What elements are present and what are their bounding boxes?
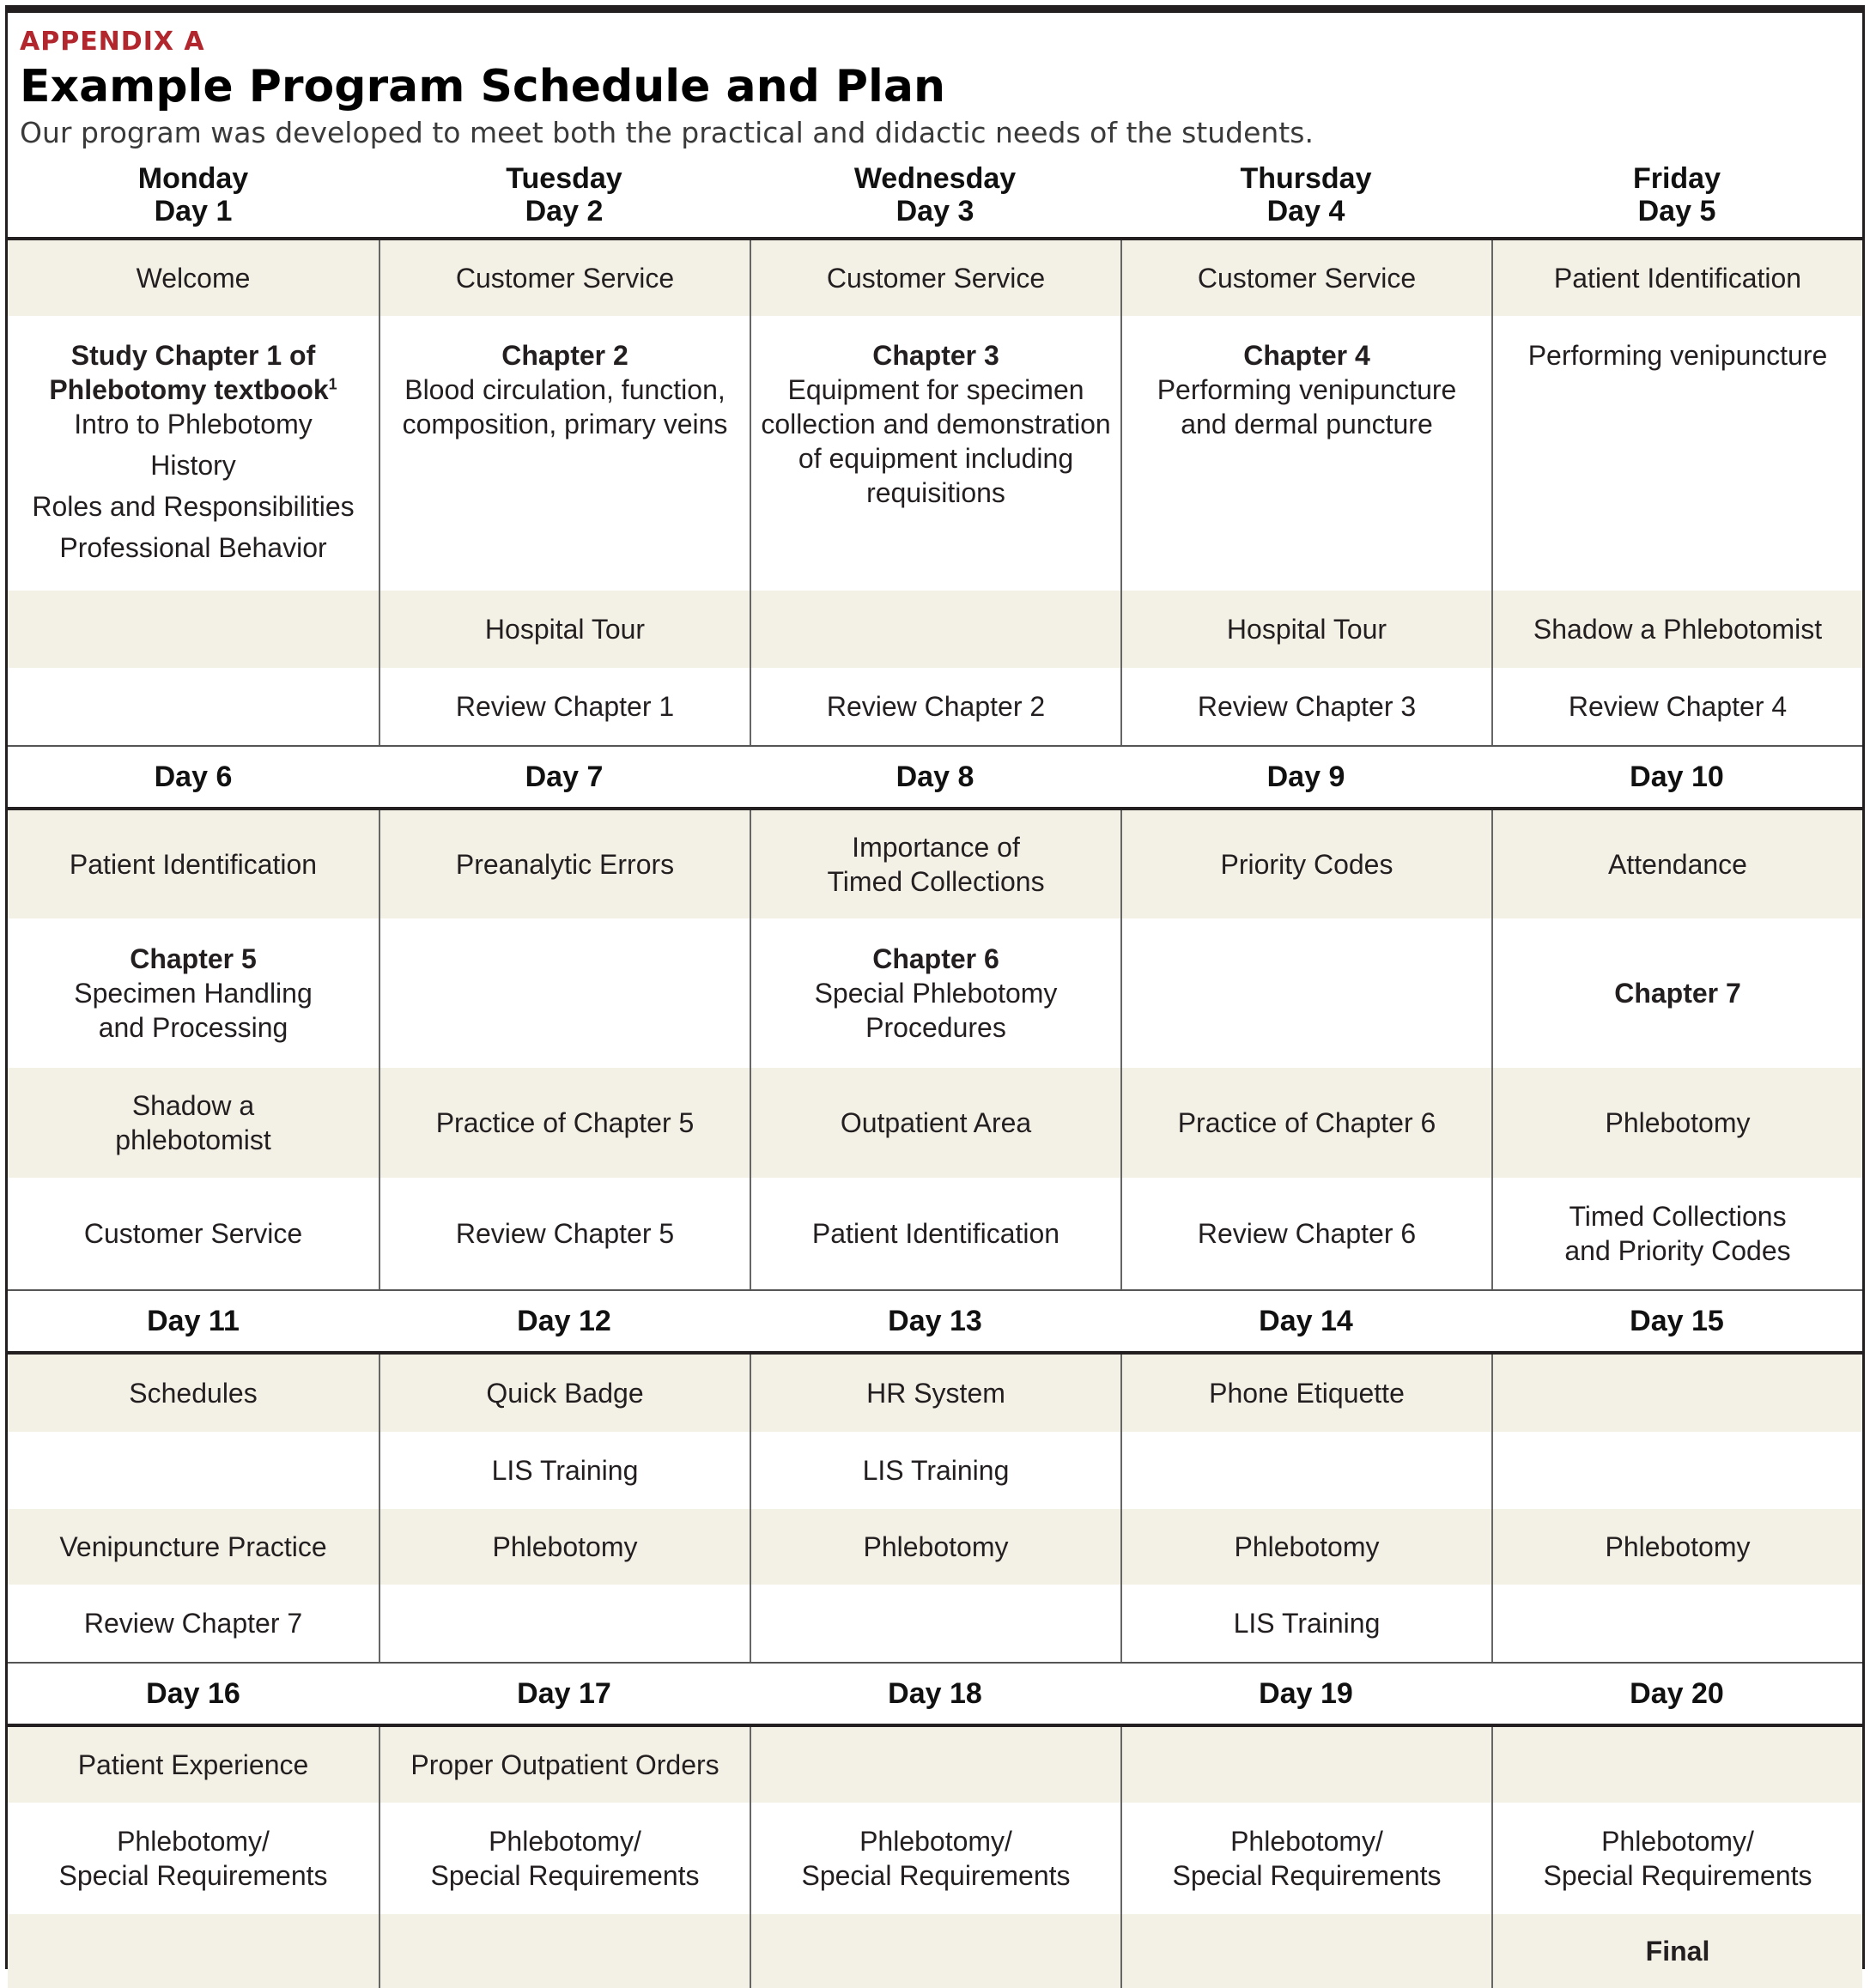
schedule-cell bbox=[8, 1803, 379, 1914]
schedule-cell bbox=[8, 918, 379, 1068]
day-16-column bbox=[8, 1727, 379, 1988]
cell-text: LIS Training bbox=[862, 1455, 1010, 1486]
cell-heading: Chapter 6 bbox=[872, 943, 999, 974]
cell-text: Equipment for specimen bbox=[787, 374, 1084, 405]
day-3-column bbox=[750, 240, 1120, 745]
schedule-cell bbox=[1493, 1355, 1862, 1432]
schedule-cell bbox=[8, 1585, 379, 1662]
schedule-cell bbox=[1122, 918, 1491, 1068]
day-19-column bbox=[1120, 1727, 1491, 1988]
day-1-header bbox=[8, 153, 379, 237]
cell-text: Intro to Phlebotomy bbox=[74, 409, 313, 439]
cell-heading: Chapter 3 bbox=[872, 340, 999, 371]
cell-text: Practice of Chapter 6 bbox=[1177, 1107, 1436, 1138]
footnote-marker: 1 bbox=[328, 375, 337, 393]
day-label: Day 14 bbox=[1259, 1305, 1353, 1337]
schedule-cell bbox=[1493, 1803, 1862, 1914]
day-label: Day 5 bbox=[1637, 195, 1716, 227]
schedule-cell bbox=[1493, 1432, 1862, 1509]
schedule-cell bbox=[1122, 1068, 1491, 1178]
schedule-cell bbox=[1493, 1068, 1862, 1178]
cell-text: LIS Training bbox=[491, 1455, 639, 1486]
week-4-grid bbox=[8, 1727, 1862, 1988]
day-label: Day 19 bbox=[1259, 1677, 1353, 1710]
day-18-column bbox=[750, 1727, 1120, 1988]
week-3-grid bbox=[8, 1355, 1862, 1664]
appendix-frame bbox=[5, 5, 1865, 1969]
day-10-column bbox=[1491, 810, 1862, 1289]
schedule-cell bbox=[1493, 591, 1862, 668]
cell-text: Practice of Chapter 5 bbox=[435, 1107, 695, 1138]
cell-text: of equipment including bbox=[798, 443, 1074, 474]
schedule-cell bbox=[8, 1914, 379, 1988]
day-4-column bbox=[1120, 240, 1491, 745]
schedule-cell bbox=[8, 1178, 379, 1289]
cell-text: Roles and Responsibilities bbox=[32, 491, 355, 522]
week-3-header bbox=[8, 1291, 1862, 1355]
day-label: Day 18 bbox=[888, 1677, 982, 1710]
cell-text: LIS Training bbox=[1233, 1608, 1381, 1639]
schedule-cell bbox=[1122, 316, 1491, 591]
schedule-cell bbox=[1122, 668, 1491, 745]
cell-text: Phone Etiquette bbox=[1209, 1378, 1405, 1409]
schedule-cell bbox=[8, 240, 379, 316]
day-8-column bbox=[750, 810, 1120, 1289]
cell-text: composition, primary veins bbox=[402, 409, 728, 439]
cell-text: Performing venipuncture bbox=[1527, 340, 1828, 371]
schedule-cell bbox=[751, 240, 1120, 316]
week-2-header bbox=[8, 747, 1862, 810]
schedule-cell bbox=[1493, 1585, 1862, 1662]
cell-text: and dermal puncture bbox=[1181, 409, 1433, 439]
day-label: Day 1 bbox=[154, 195, 233, 227]
page-subtitle: Our program was developed to meet both the practical and didactic needs of the students. bbox=[20, 116, 1314, 149]
schedule-cell bbox=[751, 918, 1120, 1068]
schedule-cell bbox=[380, 1585, 750, 1662]
cell-text: Special Requirements bbox=[1543, 1860, 1812, 1891]
day-label: Day 12 bbox=[517, 1305, 611, 1337]
weekday-label: Wednesday bbox=[853, 162, 1017, 195]
schedule-cell bbox=[1122, 1803, 1491, 1914]
cell-text: Review Chapter 1 bbox=[455, 691, 675, 722]
schedule-cell bbox=[1122, 1914, 1491, 1988]
schedule-cell bbox=[1122, 591, 1491, 668]
cell-text: HR System bbox=[866, 1378, 1005, 1409]
cell-text: Review Chapter 7 bbox=[83, 1608, 303, 1639]
day-10-header bbox=[1491, 747, 1862, 807]
day-7-column bbox=[379, 810, 750, 1289]
day-12-column bbox=[379, 1355, 750, 1662]
cell-text: Review Chapter 6 bbox=[1197, 1218, 1417, 1249]
day-1-column bbox=[8, 240, 379, 745]
cell-text: Schedules bbox=[129, 1378, 258, 1409]
schedule-cell bbox=[751, 1585, 1120, 1662]
cell-text: Attendance bbox=[1608, 849, 1747, 880]
header bbox=[20, 25, 1850, 152]
day-label: Day 4 bbox=[1266, 195, 1345, 227]
cell-text: Phlebotomy/ bbox=[489, 1826, 641, 1857]
cell-heading: Study Chapter 1 of bbox=[70, 340, 316, 371]
cell-text: Specimen Handling bbox=[74, 978, 313, 1009]
schedule-cell bbox=[1493, 1509, 1862, 1585]
schedule-cell bbox=[751, 1727, 1120, 1803]
cell-text: Blood circulation, function, bbox=[404, 374, 726, 405]
cell-text: collection and demonstration bbox=[761, 409, 1111, 439]
cell-text: Timed Collections bbox=[1569, 1201, 1787, 1232]
schedule-cell bbox=[380, 1068, 750, 1178]
cell-text: Special Requirements bbox=[801, 1860, 1071, 1891]
day-4-header bbox=[1120, 153, 1491, 237]
day-label: Day 10 bbox=[1630, 761, 1724, 793]
schedule-cell bbox=[751, 1803, 1120, 1914]
schedule-cell bbox=[1493, 240, 1862, 316]
cell-text: Special Requirements bbox=[58, 1860, 328, 1891]
cell-text: Customer Service bbox=[1197, 263, 1417, 294]
day-14-header bbox=[1120, 1291, 1491, 1351]
cell-text: Review Chapter 3 bbox=[1197, 691, 1417, 722]
cell-text: Patient Identification bbox=[811, 1218, 1060, 1249]
weekday-label: Monday bbox=[137, 162, 249, 195]
cell-heading: Chapter 4 bbox=[1243, 340, 1370, 371]
schedule-cell bbox=[380, 1727, 750, 1803]
appendix-label: APPENDIX A bbox=[20, 27, 205, 57]
cell-text: Review Chapter 2 bbox=[826, 691, 1046, 722]
schedule-cell bbox=[380, 1178, 750, 1289]
cell-text: Phlebotomy/ bbox=[859, 1826, 1012, 1857]
day-15-column bbox=[1491, 1355, 1862, 1662]
schedule-cell bbox=[8, 591, 379, 668]
schedule-cell bbox=[1122, 1585, 1491, 1662]
day-3-header bbox=[750, 153, 1120, 237]
day-6-column bbox=[8, 810, 379, 1289]
day-14-column bbox=[1120, 1355, 1491, 1662]
cell-text: Professional Behavior bbox=[59, 532, 327, 563]
schedule-cell bbox=[751, 1509, 1120, 1585]
day-label: Day 2 bbox=[525, 195, 604, 227]
day-17-column bbox=[379, 1727, 750, 1988]
schedule-cell bbox=[8, 1432, 379, 1509]
cell-text: Special Requirements bbox=[1172, 1860, 1442, 1891]
schedule-cell bbox=[380, 1803, 750, 1914]
cell-text: Welcome bbox=[136, 263, 251, 294]
schedule-cell bbox=[1493, 810, 1862, 918]
day-5-column bbox=[1491, 240, 1862, 745]
schedule-cell bbox=[1493, 918, 1862, 1068]
schedule-cell bbox=[380, 1432, 750, 1509]
schedule-cell bbox=[751, 1355, 1120, 1432]
schedule-cell bbox=[751, 1068, 1120, 1178]
cell-text: Phlebotomy bbox=[1605, 1107, 1751, 1138]
day-8-header bbox=[750, 747, 1120, 807]
day-20-header bbox=[1491, 1664, 1862, 1724]
schedule-cell bbox=[8, 668, 379, 745]
cell-text: Importance of bbox=[852, 832, 1020, 863]
day-label: Day 20 bbox=[1630, 1677, 1724, 1710]
cell-text: Venipuncture Practice bbox=[59, 1531, 327, 1562]
schedule-cell bbox=[1493, 1914, 1862, 1988]
schedule-cell bbox=[751, 668, 1120, 745]
page-title: Example Program Schedule and Plan bbox=[20, 61, 945, 112]
cell-heading: Chapter 2 bbox=[501, 340, 628, 371]
schedule-cell bbox=[8, 1509, 379, 1585]
cell-text: and Priority Codes bbox=[1564, 1235, 1791, 1266]
day-7-header bbox=[379, 747, 750, 807]
cell-text: phlebotomist bbox=[115, 1124, 271, 1155]
weekday-label: Tuesday bbox=[506, 162, 622, 195]
week-2-grid bbox=[8, 810, 1862, 1291]
schedule-cell bbox=[751, 1178, 1120, 1289]
week-1-header bbox=[8, 153, 1862, 240]
schedule-cell bbox=[380, 918, 750, 1068]
cell-text: Special Requirements bbox=[430, 1860, 700, 1891]
cell-text: Patient Identification bbox=[1553, 263, 1802, 294]
day-11-column bbox=[8, 1355, 379, 1662]
schedule-cell bbox=[1493, 668, 1862, 745]
cell-text: Phlebotomy bbox=[863, 1531, 1009, 1562]
schedule-cell bbox=[1122, 240, 1491, 316]
schedule-cell bbox=[751, 1914, 1120, 1988]
cell-text: Special Phlebotomy Procedures bbox=[814, 978, 1058, 1043]
weekday-label: Thursday bbox=[1240, 162, 1372, 195]
schedule-cell bbox=[1122, 1509, 1491, 1585]
day-label: Day 8 bbox=[896, 761, 974, 793]
schedule-cell bbox=[8, 1355, 379, 1432]
cell-text: Priority Codes bbox=[1220, 849, 1393, 880]
day-6-header bbox=[8, 747, 379, 807]
day-label: Day 6 bbox=[154, 761, 233, 793]
cell-text: Phlebotomy/ bbox=[1230, 1826, 1383, 1857]
day-label: Day 3 bbox=[896, 195, 974, 227]
schedule-cell bbox=[8, 1727, 379, 1803]
cell-heading-text: Phlebotomy textbook bbox=[49, 374, 329, 405]
cell-text: Outpatient Area bbox=[840, 1107, 1032, 1138]
schedule-cell bbox=[751, 810, 1120, 918]
day-label: Day 13 bbox=[888, 1305, 982, 1337]
schedule-cell bbox=[380, 1509, 750, 1585]
day-label: Day 7 bbox=[525, 761, 604, 793]
day-label: Day 17 bbox=[517, 1677, 611, 1710]
cell-text: Patient Identification bbox=[69, 849, 318, 880]
schedule-cell bbox=[380, 1914, 750, 1988]
cell-text: Customer Service bbox=[455, 263, 675, 294]
day-12-header bbox=[379, 1291, 750, 1351]
cell-text: Review Chapter 5 bbox=[455, 1218, 675, 1249]
cell-text: Phlebotomy/ bbox=[117, 1826, 270, 1857]
schedule-cell bbox=[751, 316, 1120, 591]
schedule-cell bbox=[380, 591, 750, 668]
day-16-header bbox=[8, 1664, 379, 1724]
cell-text: Performing venipuncture bbox=[1157, 374, 1457, 405]
day-2-column bbox=[379, 240, 750, 745]
cell-text: Phlebotomy bbox=[1234, 1531, 1380, 1562]
cell-text: Hospital Tour bbox=[1226, 614, 1387, 645]
day-17-header bbox=[379, 1664, 750, 1724]
schedule-cell bbox=[380, 316, 750, 591]
day-9-header bbox=[1120, 747, 1491, 807]
day-5-header bbox=[1491, 153, 1862, 237]
cell-text: requisitions bbox=[866, 477, 1005, 508]
day-9-column bbox=[1120, 810, 1491, 1289]
cell-text: Hospital Tour bbox=[484, 614, 646, 645]
cell-heading: Chapter 5 bbox=[130, 943, 257, 974]
cell-text: Timed Collections bbox=[827, 866, 1045, 897]
schedule-cell bbox=[1122, 1178, 1491, 1289]
schedule-cell bbox=[8, 810, 379, 918]
schedule-cell bbox=[1122, 810, 1491, 918]
schedule-cell bbox=[380, 810, 750, 918]
schedule-cell bbox=[1122, 1727, 1491, 1803]
schedule-cell bbox=[1493, 1178, 1862, 1289]
schedule-cell bbox=[380, 668, 750, 745]
cell-text: Phlebotomy/ bbox=[1601, 1826, 1754, 1857]
day-18-header bbox=[750, 1664, 1120, 1724]
schedule-cell bbox=[1493, 316, 1862, 591]
cell-text: Phlebotomy bbox=[1605, 1531, 1751, 1562]
schedule-cell bbox=[1122, 1432, 1491, 1509]
cell-text: Patient Experience bbox=[77, 1749, 309, 1780]
schedule-cell bbox=[8, 316, 379, 591]
schedule-cell bbox=[751, 1432, 1120, 1509]
cell-heading: Chapter 7 bbox=[1614, 978, 1741, 1009]
cell-text: Shadow a Phlebotomist bbox=[1533, 614, 1823, 645]
schedule-cell bbox=[1493, 1727, 1862, 1803]
cell-text: Customer Service bbox=[826, 263, 1046, 294]
week-1-grid bbox=[8, 240, 1862, 747]
cell-text: Customer Service bbox=[83, 1218, 303, 1249]
day-20-column bbox=[1491, 1727, 1862, 1988]
schedule-cell bbox=[751, 591, 1120, 668]
day-2-header bbox=[379, 153, 750, 237]
day-13-header bbox=[750, 1291, 1120, 1351]
day-11-header bbox=[8, 1291, 379, 1351]
final-label: Final bbox=[1645, 1936, 1710, 1967]
cell-text: and Processing bbox=[98, 1012, 288, 1043]
weekday-label: Friday bbox=[1632, 162, 1721, 195]
day-label: Day 11 bbox=[147, 1305, 240, 1337]
cell-heading-line-2 bbox=[49, 373, 337, 407]
cell-text: Proper Outpatient Orders bbox=[410, 1749, 719, 1780]
week-4-header bbox=[8, 1664, 1862, 1727]
schedule-cell bbox=[380, 1355, 750, 1432]
schedule-cell bbox=[1122, 1355, 1491, 1432]
day-label: Day 15 bbox=[1630, 1305, 1724, 1337]
cell-text: Preanalytic Errors bbox=[455, 849, 675, 880]
day-13-column bbox=[750, 1355, 1120, 1662]
day-19-header bbox=[1120, 1664, 1491, 1724]
day-label: Day 9 bbox=[1266, 761, 1345, 793]
cell-text: History bbox=[150, 450, 236, 481]
day-label: Day 16 bbox=[146, 1677, 240, 1710]
day-15-header bbox=[1491, 1291, 1862, 1351]
cell-text: Phlebotomy bbox=[492, 1531, 638, 1562]
cell-text: Quick Badge bbox=[486, 1378, 644, 1409]
schedule-cell bbox=[8, 1068, 379, 1178]
schedule-cell bbox=[380, 240, 750, 316]
cell-text: Review Chapter 4 bbox=[1568, 691, 1788, 722]
cell-text: Shadow a bbox=[131, 1090, 255, 1121]
schedule-table bbox=[8, 153, 1862, 1988]
